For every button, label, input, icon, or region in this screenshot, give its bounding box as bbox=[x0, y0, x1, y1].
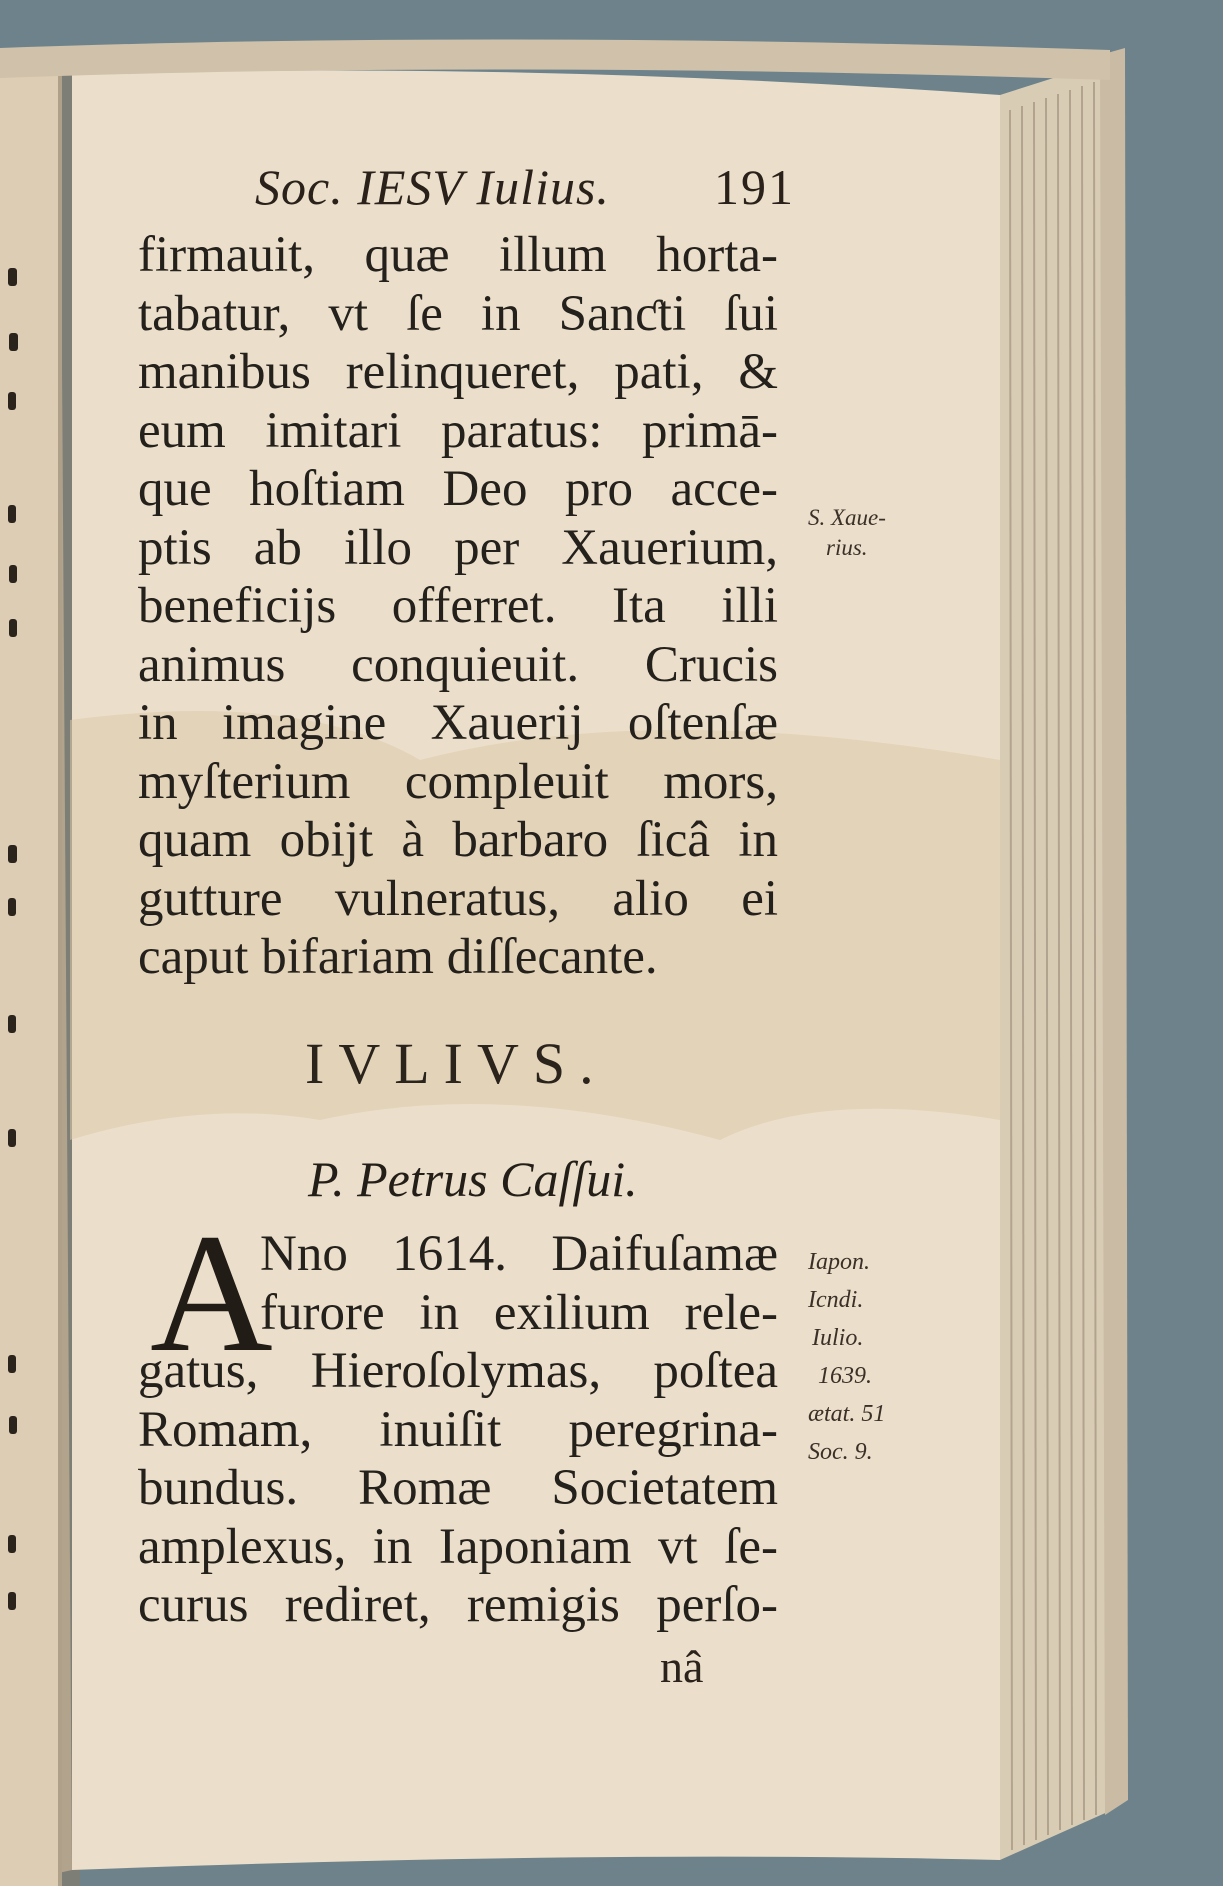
text-line: firmauit, quæ illum horta- bbox=[138, 227, 778, 283]
month-heading: IVLIVS. bbox=[305, 1031, 608, 1096]
page-number: 191 bbox=[714, 159, 795, 215]
margin-note-line: ætat. 51 bbox=[808, 1401, 886, 1427]
text-line: eum imitari paratus: primā- bbox=[138, 402, 778, 459]
text-line: caput bifariam diſſecante. bbox=[138, 929, 658, 985]
text-line: gutture vulneratus, alio ei bbox=[138, 870, 778, 927]
drop-cap: A bbox=[150, 1199, 273, 1387]
text-line: in imagine Xauerij oſtenſæ bbox=[138, 695, 778, 751]
text-line: Nno 1614. Daifuſamæ bbox=[260, 1226, 778, 1282]
text-line: gatus, Hieroſolymas, poſtea bbox=[138, 1343, 778, 1399]
margin-note-line: Iulio. bbox=[812, 1325, 864, 1351]
text-line: furore in exilium rele- bbox=[260, 1284, 778, 1341]
text-line: myſterium compleuit mors, bbox=[138, 753, 778, 810]
text-line: animus conquieuit. Crucis bbox=[138, 636, 778, 693]
text-line: beneficijs offerret. Ita illi bbox=[138, 578, 778, 634]
margin-note-line: rius. bbox=[826, 535, 868, 560]
entry-subheading: P. Petrus Caſſui. bbox=[308, 1151, 638, 1207]
catchword: nâ bbox=[660, 1641, 704, 1692]
text-line: ptis ab illo per Xauerium, bbox=[138, 519, 778, 576]
text-line: Romam, inuiſit peregrina- bbox=[138, 1401, 778, 1458]
running-header bbox=[255, 158, 795, 228]
text-line: manibus relinqueret, pati, & bbox=[138, 344, 778, 400]
margin-note-line: Icndi. bbox=[808, 1287, 864, 1313]
text-block-1 bbox=[138, 226, 778, 987]
margin-note-line: 1639. bbox=[818, 1363, 872, 1389]
margin-note-line: Soc. 9. bbox=[808, 1439, 873, 1465]
margin-note-line: Iapon. bbox=[808, 1249, 870, 1275]
text-line: curus rediret, remigis perſo- bbox=[138, 1577, 778, 1633]
margin-note-line: S. Xaue- bbox=[808, 505, 886, 530]
margin-note-xauerius bbox=[808, 503, 938, 563]
text-line: amplexus, in Iaponiam vt ſe- bbox=[138, 1518, 778, 1575]
text-block-2 bbox=[138, 1225, 778, 1635]
text-line: quam obijt à barbaro ſicâ in bbox=[138, 812, 778, 868]
text-line: bundus. Romæ Societatem bbox=[138, 1460, 778, 1516]
text-line: tabatur, vt ſe in Sanƈti ſui bbox=[138, 285, 778, 342]
text-line: que hoſtiam Deo pro acce- bbox=[138, 461, 778, 517]
running-title: Soc. IESV Iulius. bbox=[255, 159, 610, 215]
margin-note-dates bbox=[808, 1243, 938, 1471]
